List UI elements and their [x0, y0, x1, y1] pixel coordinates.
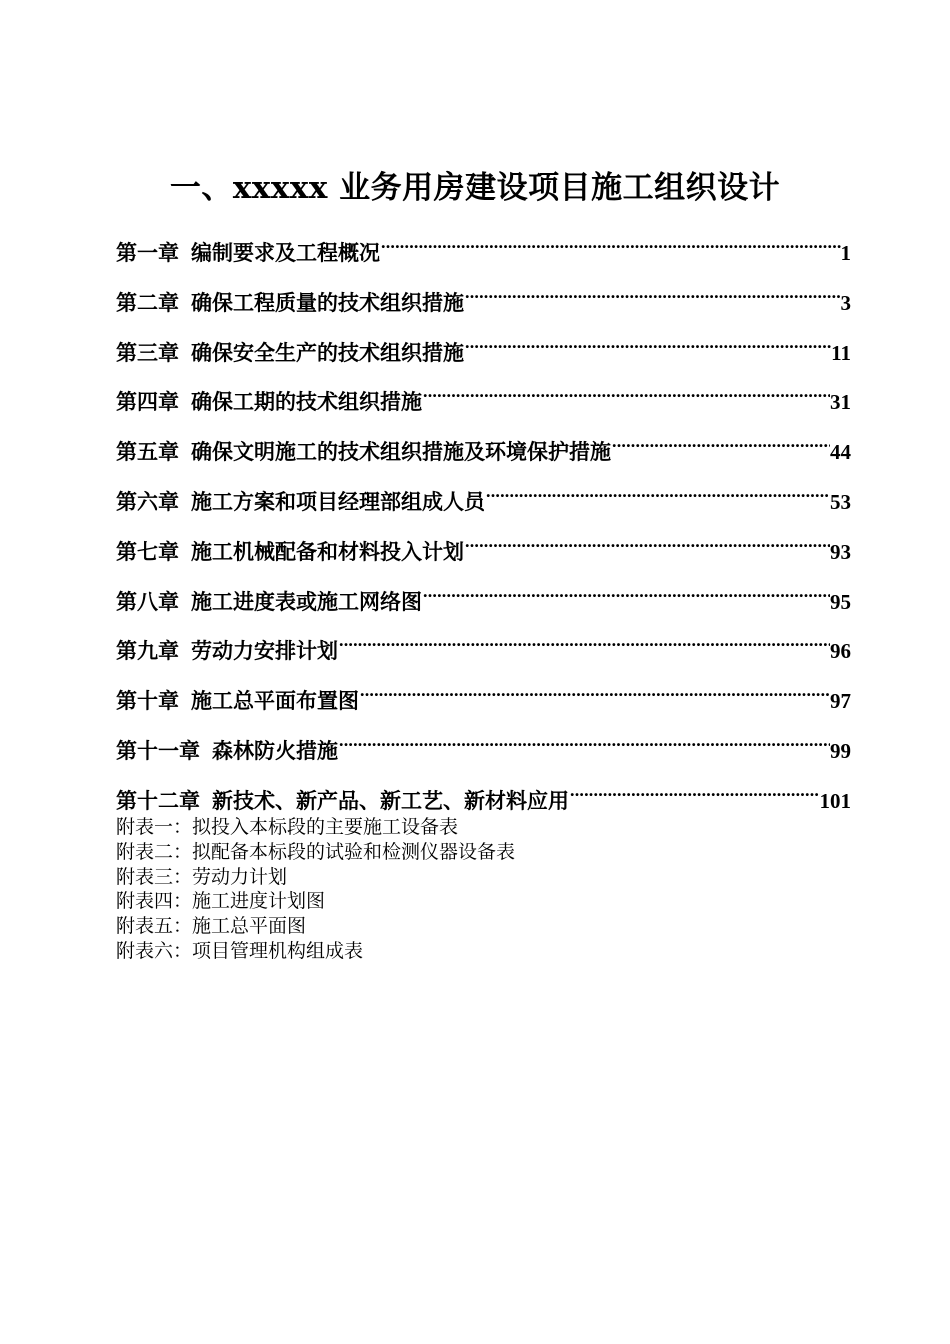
toc-chapter-number: 第九章	[116, 638, 179, 664]
toc-chapter-title: 确保文明施工的技术组织措施及环境保护措施	[191, 439, 611, 465]
appendix-item: 附表三：劳动力计划	[116, 865, 288, 888]
toc-dot-leader	[338, 622, 830, 658]
toc-chapter-title: 新技术、新产品、新工艺、新材料应用	[212, 787, 569, 813]
toc-chapter-number: 第十一章	[116, 737, 200, 763]
toc-chapter-title: 施工总平面布置图	[191, 688, 359, 714]
toc-chapter-number: 第十二章	[116, 787, 200, 813]
toc-chapter-number: 第四章	[116, 389, 179, 415]
toc-entry[interactable]	[116, 622, 851, 672]
appendix-list	[116, 815, 851, 964]
toc-dot-leader	[338, 722, 830, 758]
toc-chapter-title: 施工机械配备和材料投入计划	[191, 538, 464, 564]
toc-dot-leader	[464, 523, 830, 559]
toc-entry[interactable]	[116, 523, 851, 573]
toc-dot-leader	[485, 473, 830, 509]
toc-page-number: 96	[830, 639, 851, 664]
toc-entry[interactable]	[116, 224, 851, 274]
toc-chapter-title: 编制要求及工程概况	[191, 240, 380, 265]
toc-chapter-number: 第五章	[116, 439, 179, 465]
toc-chapter-title: 施工进度表或施工网络图	[191, 588, 422, 614]
toc-page-number: 1	[840, 241, 851, 265]
toc-chapter-title: 施工方案和项目经理部组成人员	[191, 488, 485, 514]
document-title: 一、xxxxx 业务用房建设项目施工组织设计	[169, 170, 781, 206]
toc-page-number: 31	[830, 390, 851, 415]
toc-chapter-number: 第一章	[116, 240, 179, 265]
toc-page-number: 53	[830, 489, 851, 514]
toc-dot-leader	[359, 672, 830, 708]
toc-page-number: 44	[830, 440, 851, 465]
toc-dot-leader	[422, 573, 830, 609]
toc-chapter-title: 劳动力安排计划	[191, 638, 338, 664]
toc-dot-leader	[464, 274, 841, 310]
toc-dot-leader	[569, 772, 820, 808]
appendix-item: 附表五：施工总平面图	[116, 915, 307, 938]
toc-chapter-number: 第二章	[116, 289, 179, 315]
toc-page-number: 95	[830, 589, 851, 614]
toc-entry[interactable]	[116, 573, 851, 623]
appendix-item: 附表四：施工进度计划图	[116, 890, 326, 913]
toc-page-number: 97	[830, 689, 851, 714]
toc-chapter-number: 第八章	[116, 588, 179, 614]
toc-page-number: 93	[830, 539, 851, 564]
toc-chapter-title: 确保工程质量的技术组织措施	[191, 289, 464, 315]
toc-chapter-number: 第三章	[116, 339, 179, 365]
toc-entry[interactable]	[116, 672, 851, 722]
toc-chapter-title: 确保安全生产的技术组织措施	[191, 339, 464, 365]
toc-chapter-number: 第十章	[116, 688, 179, 714]
appendix-item: 附表二：拟配备本标段的试验和检测仪器设备表	[116, 840, 516, 863]
appendix-item: 附表一：拟投入本标段的主要施工设备表	[116, 816, 459, 838]
toc-entry[interactable]	[116, 423, 851, 473]
toc-entry[interactable]	[116, 473, 851, 523]
toc-dot-leader	[611, 423, 830, 459]
toc-chapter-title: 确保工期的技术组织措施	[191, 389, 422, 415]
toc-entry[interactable]	[116, 373, 851, 423]
toc-dot-leader	[422, 373, 830, 409]
toc-page-number: 101	[819, 788, 851, 813]
appendix-item: 附表六：项目管理机构组成表	[116, 939, 364, 962]
table-of-contents	[116, 224, 851, 822]
toc-chapter-title: 森林防火措施	[212, 737, 338, 763]
toc-entry[interactable]	[116, 722, 851, 772]
toc-entry[interactable]	[116, 324, 851, 374]
toc-page-number: 99	[830, 738, 851, 763]
toc-chapter-number: 第六章	[116, 488, 179, 514]
toc-page-number: 3	[840, 290, 851, 315]
toc-entry[interactable]	[116, 274, 851, 324]
toc-dot-leader	[380, 224, 841, 260]
toc-dot-leader	[464, 324, 831, 360]
toc-chapter-number: 第七章	[116, 538, 179, 564]
toc-page-number: 11	[831, 340, 851, 365]
